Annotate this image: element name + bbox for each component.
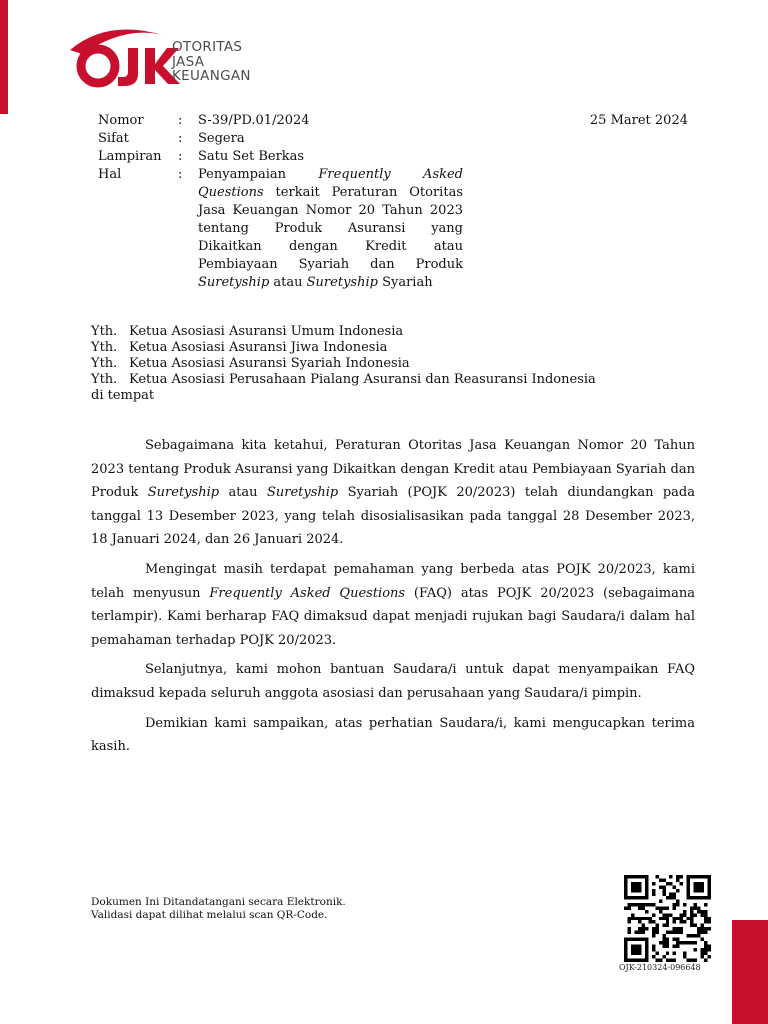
p2-text: Mengingat masih terdapat pemahaman yang berbeda atas POJK 20/2023, kami telah menyusun (91, 561, 695, 601)
top-red-bar (0, 0, 8, 114)
p2-text: (FAQ) atas POJK 20/2023 (sebagaimana terlampir). Kami berharap FAQ dimaksud dapat menjadi rujukan bagi Saudara/i dalam hal pemahaman terhadap POJK 20/2023. (91, 585, 695, 648)
meta-sifat (98, 130, 463, 148)
meta-nomor (98, 112, 463, 130)
hal-text: Syariah (377, 275, 433, 290)
hal-text: atau (269, 275, 307, 290)
colon: : (178, 149, 183, 164)
recipient-name: Ketua Asosiasi Asuransi Jiwa Indonesia (129, 340, 388, 355)
recipient-line (91, 340, 596, 356)
yth-prefix: Yth. (91, 340, 118, 355)
recipients (91, 324, 596, 404)
letter-date: 25 Maret 2024 (589, 113, 688, 128)
bottom-red-bar (732, 920, 768, 1024)
hal-italic: Frequently Asked Questions (198, 167, 464, 200)
nomor-label: Nomor (98, 113, 144, 128)
colon: : (178, 113, 183, 128)
p1-text: Sebagaimana kita ketahui, Peraturan Otoritas Jasa Keuangan Nomor 20 Tahun 2023 tentang Produk Asuransi yang Dikaitkan dengan Kredit atau Pembiayaan Syariah dan Produk (91, 438, 695, 501)
p1-italic: Suretyship (266, 485, 339, 501)
body-paragraph-1 (91, 434, 695, 552)
p1-text: Syariah (POJK 20/2023) telah diundangkan pada tanggal 13 Desember 2023, yang telah disosialisasikan pada tanggal 28 Desember 2023, 18 Januari 2024, dan 26 Januari 2024. (91, 485, 695, 548)
sifat-value: Segera (198, 131, 245, 146)
meta-lampiran (98, 148, 463, 166)
nomor-value: S-39/PD.01/2024 (198, 113, 310, 128)
hal-value (198, 166, 463, 292)
recipient-line (91, 324, 596, 340)
signature-note (91, 896, 346, 922)
yth-prefix: Yth. (91, 324, 118, 339)
hal-label: Hal (98, 167, 122, 182)
recipient-location: di tempat (91, 388, 155, 403)
hal-text: Penyampaian (198, 167, 319, 182)
letter-metadata (98, 112, 463, 292)
org-name-line-3: KEUANGAN (172, 68, 251, 84)
colon: : (178, 131, 183, 146)
meta-hal (98, 166, 463, 292)
letter-body (91, 434, 695, 765)
body-paragraph-4: Demikian kami sampaikan, atas perhatian Saudara/i, kami mengucapkan terima kasih. (91, 715, 695, 755)
recipient-line (91, 372, 596, 388)
colon: : (178, 167, 183, 182)
org-name-line-2: JASA (172, 53, 205, 70)
yth-prefix: Yth. (91, 372, 118, 387)
recipient-line (91, 356, 596, 372)
qr-code-icon (621, 875, 714, 962)
hal-italic: Suretyship (198, 275, 270, 290)
body-paragraph-2 (91, 558, 695, 652)
hal-text: terkait Peraturan Otoritas Jasa Keuangan Nomor 20 Tahun 2023 tentang Produk Asuransi yang Dikaitkan dengan Kredit atau Pembiayaan Syariah dan Produk (198, 185, 463, 272)
recipient-name: Ketua Asosiasi Asuransi Syariah Indonesia (129, 356, 410, 371)
signature-line-2: Validasi dapat dilihat melalui scan QR-Code. (91, 909, 328, 921)
p1-text: atau (219, 485, 267, 501)
signature-line-1: Dokumen Ini Ditandatangani secara Elektronik. (91, 896, 346, 908)
sifat-label: Sifat (98, 131, 129, 146)
org-name (172, 40, 251, 84)
org-name-line-1: OTORITAS (172, 39, 243, 55)
p2-italic: Frequently Asked Questions (209, 585, 406, 601)
qr-code-label: OJK-210324-096648 (619, 963, 701, 972)
lampiran-label: Lampiran (98, 149, 162, 164)
yth-prefix: Yth. (91, 356, 118, 371)
body-paragraph-3: Selanjutnya, kami mohon bantuan Saudara/i untuk dapat menyampaikan FAQ dimaksud kepada seluruh anggota asosiasi dan perusahaan yang Saudara/i pimpin. (91, 662, 695, 701)
p1-italic: Suretyship (147, 485, 220, 501)
recipient-name: Ketua Asosiasi Asuransi Umum Indonesia (129, 324, 404, 339)
hal-italic: Suretyship (306, 275, 378, 290)
recipient-name: Ketua Asosiasi Perusahaan Pialang Asuransi dan Reasuransi Indonesia (129, 372, 596, 387)
lampiran-value: Satu Set Berkas (198, 149, 305, 164)
